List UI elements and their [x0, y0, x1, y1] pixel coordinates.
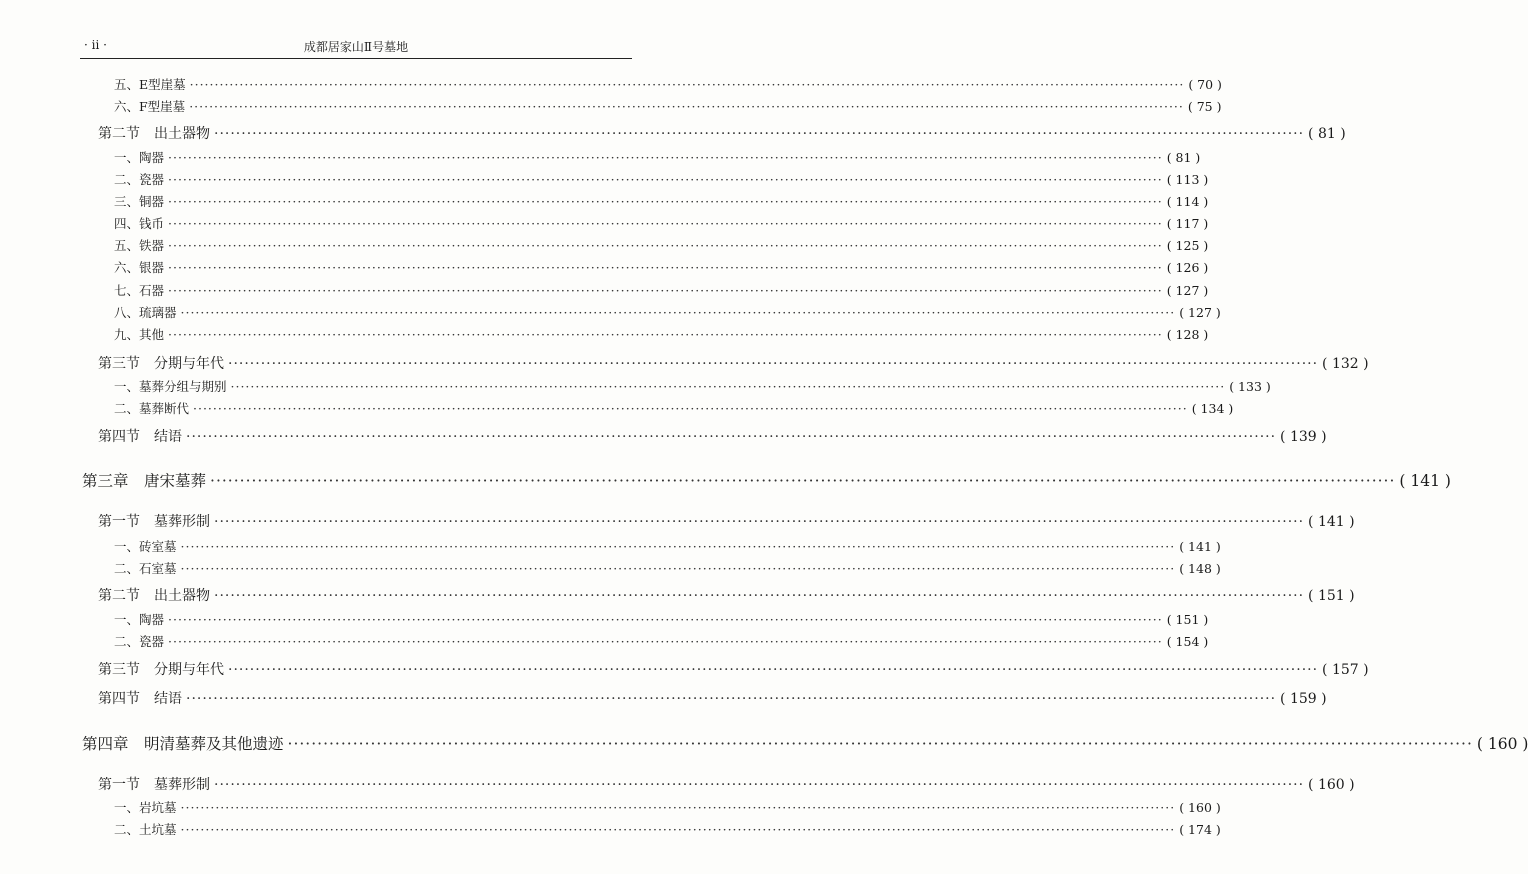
toc-entry-page: ( 128 ) [1166, 327, 1209, 342]
toc-entry-title: 六、F型崖墓 [114, 99, 186, 114]
toc-leader-dots: ········································································································································································································ [180, 305, 1176, 320]
toc-entry-title: 五、铁器 [114, 238, 165, 253]
toc-leader-dots: ········································································································································································································ [168, 327, 1163, 342]
toc-subsection [114, 75, 1222, 93]
toc-entry-page: ( 160 ) [1308, 777, 1355, 793]
toc-entry-title: 一、陶器 [114, 612, 165, 627]
toc-subsection [114, 258, 1209, 276]
toc-entry-page: ( 75 ) [1187, 99, 1222, 114]
toc-entry-page: ( 81 ) [1166, 150, 1201, 165]
toc-entry-title: 四、钱币 [114, 216, 165, 231]
toc-section [98, 774, 1355, 794]
toc-leader-dots: ········································································································································································································ [228, 356, 1319, 372]
toc-leader-dots: ········································································································································································································ [214, 777, 1305, 793]
toc-leader-dots: ········································································································································································································ [287, 735, 1473, 753]
toc-entry-page: ( 174 ) [1179, 822, 1221, 837]
toc-entry-page: ( 160 ) [1179, 800, 1221, 815]
toc-leader-dots: ········································································································································································································ [214, 514, 1305, 530]
toc-subsection [114, 610, 1209, 628]
toc-leader-dots: ········································································································································································································ [214, 588, 1305, 604]
toc-leader-dots: ········································································································································································································ [168, 238, 1163, 253]
toc-entry-page: ( 134 ) [1191, 401, 1234, 416]
toc-entry-page: ( 160 ) [1476, 735, 1528, 753]
toc-subsection [114, 97, 1222, 115]
toc-subsection [114, 192, 1209, 210]
toc-entry-title: 二、石室墓 [114, 561, 177, 576]
toc-entry-page: ( 141 ) [1399, 472, 1451, 490]
toc-entry-title: 一、陶器 [114, 150, 165, 165]
toc-entry-title: 二、土坑墓 [114, 822, 177, 837]
toc-entry-title: 七、石器 [114, 283, 165, 298]
toc-section [98, 659, 1369, 679]
toc-subsection [114, 399, 1234, 417]
toc-entry-title: 二、瓷器 [114, 172, 165, 187]
toc-entry-page: ( 151 ) [1308, 588, 1355, 604]
toc-leader-dots: ········································································································································································································ [168, 612, 1163, 627]
toc-leader-dots: ········································································································································································································ [180, 800, 1176, 815]
toc-entry-title: 第二节 出土器物 [98, 126, 210, 142]
toc-entry-page: ( 132 ) [1322, 356, 1369, 372]
toc-chapter [82, 469, 1451, 491]
toc-entry-page: ( 113 ) [1166, 172, 1209, 187]
toc-leader-dots: ········································································································································································································ [168, 283, 1163, 298]
toc-subsection [114, 325, 1209, 343]
toc-leader-dots: ········································································································································································································ [189, 77, 1185, 92]
toc-entry-page: ( 157 ) [1322, 662, 1369, 678]
book-title: 成都居家山Ⅱ号墓地 [303, 40, 409, 54]
toc-entry-page: ( 117 ) [1166, 216, 1209, 231]
toc-entry-page: ( 70 ) [1188, 77, 1222, 92]
toc-leader-dots: ········································································································································································································ [168, 172, 1163, 187]
toc-entry-title: 三、铜器 [114, 194, 165, 209]
toc-entry-page: ( 126 ) [1166, 260, 1209, 275]
toc-section [98, 585, 1355, 605]
toc-entry-title: 二、瓷器 [114, 634, 165, 649]
page-number: · ii · [84, 38, 107, 52]
toc-leader-dots: ········································································································································································································ [228, 662, 1319, 678]
toc-leader-dots: ········································································································································································································ [210, 472, 1396, 490]
toc-entry-page: ( 141 ) [1308, 514, 1355, 530]
toc-leader-dots: ········································································································································································································ [186, 429, 1277, 445]
toc-entry-page: ( 151 ) [1166, 612, 1209, 627]
toc-section [98, 511, 1355, 531]
toc-entry-page: ( 148 ) [1179, 561, 1221, 576]
toc-subsection [114, 214, 1209, 232]
toc-entry-title: 第三节 分期与年代 [98, 356, 224, 372]
toc-entry-title: 第三章 唐宋墓葬 [82, 472, 207, 490]
toc-section [98, 353, 1369, 373]
toc-entry-title: 第二节 出土器物 [98, 588, 210, 604]
toc-entry-page: ( 154 ) [1166, 634, 1209, 649]
toc-leader-dots: ········································································································································································································ [230, 379, 1226, 394]
toc-leader-dots: ········································································································································································································ [168, 194, 1163, 209]
toc-entry-title: 第四节 结语 [98, 429, 182, 445]
toc-subsection [114, 148, 1201, 166]
toc-entry-title: 第四节 结语 [98, 691, 182, 707]
toc-entry-title: 五、E型崖墓 [114, 77, 186, 92]
toc-entry-title: 第三节 分期与年代 [98, 662, 224, 678]
running-header [80, 34, 632, 59]
toc-subsection [114, 377, 1271, 395]
toc-entry-page: ( 133 ) [1229, 379, 1271, 394]
toc-entry-title: 一、岩坑墓 [114, 800, 177, 815]
toc-subsection [114, 798, 1221, 816]
toc-entry-page: ( 114 ) [1166, 194, 1209, 209]
toc-leader-dots: ········································································································································································································ [180, 539, 1176, 554]
toc-subsection [114, 632, 1209, 650]
toc-leader-dots: ········································································································································································································ [180, 822, 1176, 837]
toc-entry-title: 六、银器 [114, 260, 165, 275]
toc-section [98, 123, 1346, 143]
toc-entry-title: 八、琉璃器 [114, 305, 177, 320]
toc-leader-dots: ········································································································································································································ [214, 126, 1305, 142]
toc-entry-title: 第一节 墓葬形制 [98, 514, 210, 530]
toc-leader-dots: ········································································································································································································ [168, 150, 1163, 165]
toc-entry-page: ( 141 ) [1179, 539, 1221, 554]
toc-leader-dots: ········································································································································································································ [193, 401, 1188, 416]
toc-entry-title: 九、其他 [114, 327, 165, 342]
toc-subsection [114, 820, 1221, 838]
toc-leader-dots: ········································································································································································································ [180, 561, 1176, 576]
toc-subsection [114, 236, 1209, 254]
toc-subsection [114, 559, 1221, 577]
toc-entry-page: ( 127 ) [1166, 283, 1209, 298]
toc-chapter [82, 732, 1528, 754]
toc-subsection [114, 537, 1221, 555]
toc-entry-title: 第一节 墓葬形制 [98, 777, 210, 793]
toc-subsection [114, 170, 1209, 188]
toc-entry-title: 一、墓葬分组与期别 [114, 379, 227, 394]
toc-subsection [114, 281, 1209, 299]
toc-subsection [114, 303, 1221, 321]
toc-entry-page: ( 125 ) [1166, 238, 1209, 253]
toc-entry-page: ( 81 ) [1308, 126, 1346, 142]
toc-entry-title: 第四章 明清墓葬及其他遗迹 [82, 735, 284, 753]
toc-section [98, 426, 1327, 446]
toc-leader-dots: ········································································································································································································ [168, 634, 1163, 649]
toc-entry-title: 二、墓葬断代 [114, 401, 190, 416]
toc-entry-page: ( 127 ) [1179, 305, 1221, 320]
toc-section [98, 688, 1327, 708]
toc-entry-page: ( 139 ) [1280, 429, 1327, 445]
toc-leader-dots: ········································································································································································································ [168, 260, 1163, 275]
toc-entry-page: ( 159 ) [1280, 691, 1327, 707]
toc-entry-title: 一、砖室墓 [114, 539, 177, 554]
toc-leader-dots: ········································································································································································································ [168, 216, 1163, 231]
toc-leader-dots: ········································································································································································································ [189, 99, 1184, 114]
toc-leader-dots: ········································································································································································································ [186, 691, 1277, 707]
